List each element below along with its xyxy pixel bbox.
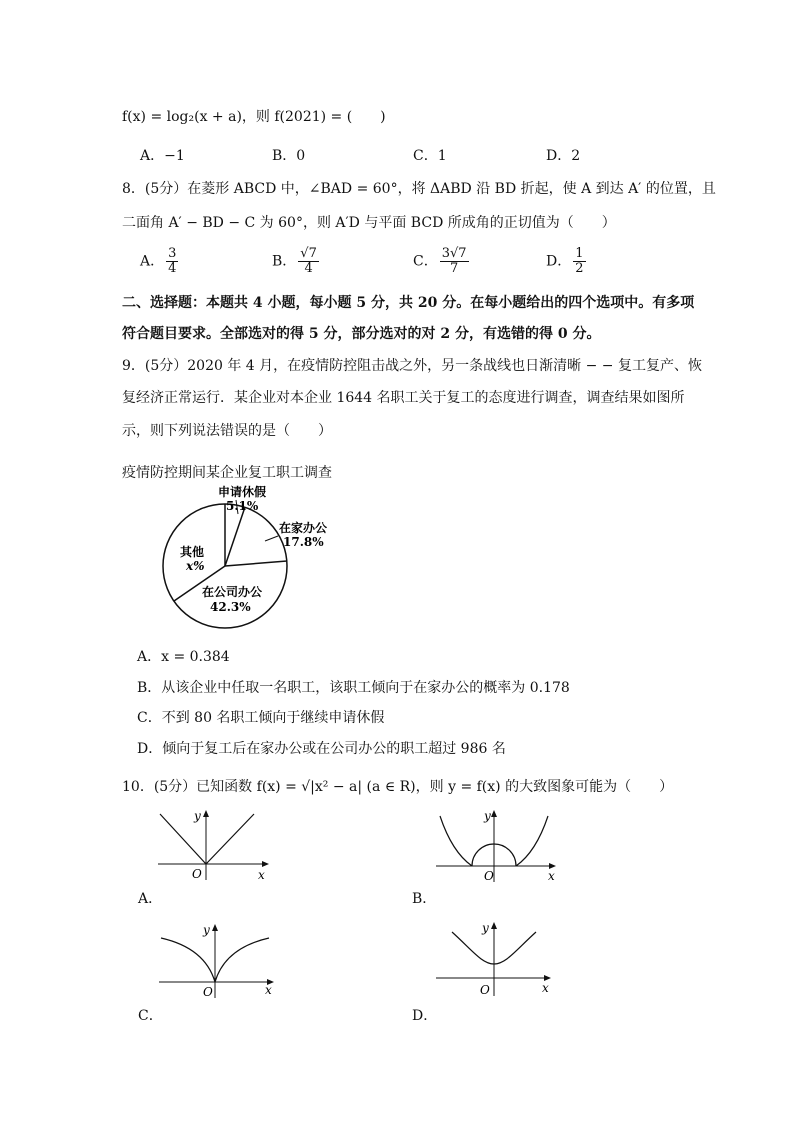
graph-d-y-label: y	[482, 921, 489, 935]
graph-b-y-arrow	[491, 810, 497, 817]
graph-b-y-label: y	[484, 809, 491, 823]
graph-a[interactable]	[150, 808, 275, 883]
q8-option-a-label: A．	[140, 253, 165, 270]
slice-value-leave: 5.1%	[226, 499, 259, 513]
graph-c-y-label: y	[203, 923, 210, 937]
q7-option-d[interactable]: D．2	[546, 148, 581, 164]
q8-b-denominator: 4	[304, 261, 313, 276]
graph-a-origin-label: O	[192, 867, 202, 881]
slice-value-other: x%	[186, 559, 205, 573]
q7-option-b[interactable]: B．0	[272, 148, 306, 164]
graph-d-origin-label: O	[480, 983, 490, 997]
graph-d[interactable]	[432, 918, 557, 998]
q8-option-d-fraction	[573, 247, 585, 276]
slice-label-leave: 申请休假	[218, 485, 267, 499]
q8-option-d-label: D．	[546, 253, 572, 270]
graph-a-curve	[160, 814, 254, 864]
pie-divider-home-office	[225, 561, 287, 566]
graph-a-x-label: x	[258, 868, 265, 882]
pie-leader-home	[265, 536, 278, 541]
graph-c-x-label: x	[265, 983, 272, 997]
graph-b-right-branch	[516, 816, 548, 866]
q9-option-c[interactable]: C．不到 80 名职工倾向于继续申请休假	[137, 710, 385, 726]
q8-a-denominator: 4	[168, 261, 177, 276]
graph-c-y-arrow	[212, 924, 218, 931]
q9-stem-line1: 9．(5分）2020 年 4 月，在疫情防控阻击战之外，另一条战线也日渐清晰 − − 复工复产、恢	[122, 358, 702, 374]
q9-option-d[interactable]: D．倾向于复工后在家办公或在公司办公的职工超过 986 名	[137, 741, 506, 757]
graph-b-label[interactable]: B．	[412, 891, 437, 907]
q8-d-numerator: 1	[575, 246, 584, 261]
q7-formula: f(x) = log₂(x + a)，则 f(2021) = ( )	[122, 109, 386, 125]
q8-d-denominator: 2	[575, 261, 584, 276]
q8-option-d[interactable]	[546, 247, 588, 276]
graph-b-x-label: x	[548, 869, 555, 883]
graph-a-x-arrow	[262, 861, 269, 867]
slice-label-other: 其他	[180, 545, 205, 559]
pie-divider-leave-home	[225, 507, 245, 566]
q8-option-b[interactable]	[272, 247, 321, 276]
q8-c-numerator: 3√7	[441, 246, 467, 261]
graph-a-y-arrow	[203, 810, 209, 817]
q8-option-b-label: B．	[272, 253, 297, 270]
graph-a-label[interactable]: A．	[138, 891, 163, 907]
q8-stem-line2: 二面角 A′ − BD − C 为 60°，则 A′D 与平面 BCD 所成角的正切值为（ ）	[122, 215, 616, 231]
graph-d-y-arrow	[491, 922, 497, 929]
q9-stem-line2: 复经济正常运行．某企业对本企业 1644 名职工关于复工的态度进行调查，调查结果如图所	[122, 390, 685, 406]
slice-value-home: 17.8%	[283, 535, 324, 549]
q8-option-c-fraction	[440, 247, 469, 276]
q8-option-c-label: C．	[413, 253, 438, 270]
graph-b[interactable]	[432, 806, 562, 886]
q8-option-c[interactable]	[413, 247, 471, 276]
section2-heading-line1: 二、选择题：本题共 4 小题，每小题 5 分，共 20 分。在每小题给出的四个选项中。有多项	[122, 295, 695, 311]
q9-option-a[interactable]: A．x = 0.384	[137, 649, 230, 665]
graph-d-x-label: x	[542, 981, 549, 995]
pie-chart	[150, 480, 328, 630]
q9-stem-line3: 示，则下列说法错误的是（ ）	[122, 423, 332, 439]
q8-c-denominator: 7	[449, 261, 459, 276]
q8-option-a-fraction	[166, 247, 178, 276]
q9-option-b[interactable]: B．从该企业中任取一名职工，该职工倾向于在家办公的概率为 0.178	[137, 680, 570, 696]
q8-option-a[interactable]	[140, 247, 180, 276]
slice-label-office: 在公司办公	[202, 585, 263, 599]
q8-a-numerator: 3	[168, 246, 177, 261]
q8-option-b-fraction	[298, 247, 319, 276]
graph-c-label[interactable]: C．	[138, 1008, 163, 1024]
graph-b-origin-label: O	[484, 869, 494, 883]
q8-stem-line1: 8．(5分）在菱形 ABCD 中，∠BAD = 60°，将 ΔABD 沿 BD 折起，使 A 到达 A′ 的位置，且	[122, 181, 716, 197]
graph-c-origin-label: O	[203, 985, 213, 999]
graph-a-y-label: y	[194, 809, 201, 823]
chart-title: 疫情防控期间某企业复工职工调查	[122, 465, 332, 481]
q7-option-a[interactable]: A．−1	[140, 148, 185, 164]
slice-label-home: 在家办公	[279, 521, 328, 535]
graph-c[interactable]	[155, 920, 280, 1000]
slice-value-office: 42.3%	[210, 600, 251, 614]
section2-heading-line2: 符合题目要求。全部选对的得 5 分，部分选对的对 2 分，有选错的得 0 分。	[122, 326, 601, 342]
q7-option-c[interactable]: C．1	[413, 148, 447, 164]
graph-d-label[interactable]: D．	[412, 1008, 438, 1024]
q10-stem: 10．(5分）已知函数 f(x) = √|x² − a| (a ∈ R)，则 y = f(x) 的大致图象可能为（ ）	[122, 779, 674, 795]
q8-b-numerator: √7	[300, 246, 317, 261]
graph-b-left-branch	[440, 816, 472, 866]
